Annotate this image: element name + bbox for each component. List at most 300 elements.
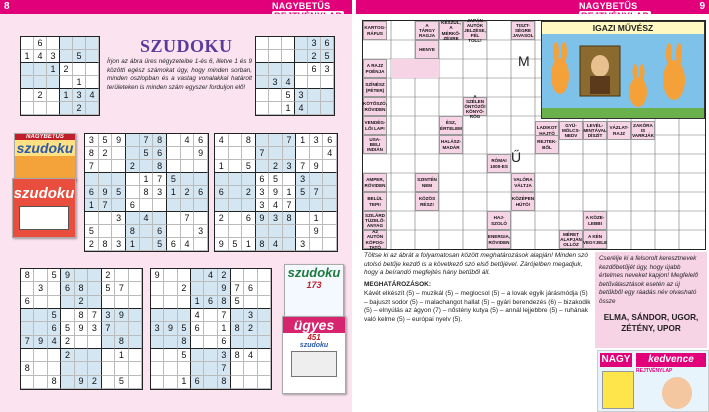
sudoku-cell: 6 — [215, 186, 229, 199]
sudoku-cell: 1 — [115, 349, 128, 362]
sudoku-grid-6x6-1 — [20, 36, 100, 116]
sudoku-cell: 7 — [310, 186, 324, 199]
sudoku-cell — [321, 76, 334, 89]
sudoku-cell — [164, 336, 177, 349]
sudoku-cell — [102, 349, 115, 362]
sudoku-cell: 6 — [204, 296, 217, 309]
sudoku-cell: 6 — [85, 186, 99, 199]
sudoku-cell: 2 — [126, 160, 140, 173]
sudoku-cell — [48, 349, 61, 362]
sudoku-cell — [140, 199, 154, 212]
sudoku-cell — [282, 63, 295, 76]
crossword-clue: VALÓRA VÁLTJA — [511, 173, 535, 192]
sudoku-cell — [21, 349, 34, 362]
sudoku-cell — [256, 134, 270, 147]
sudoku-cell — [34, 322, 47, 335]
sudoku-cell: 8 — [126, 225, 140, 238]
header-left — [0, 0, 352, 14]
sudoku-cell: 3 — [34, 282, 47, 295]
sudoku-cell: 6 — [34, 37, 47, 50]
sudoku-cell: 3 — [308, 37, 321, 50]
sudoku-cell — [258, 362, 271, 375]
sudoku-cell: 9 — [99, 186, 113, 199]
sudoku-cell: 5 — [321, 50, 334, 63]
crossword-clue: TISZT-SÉGRE JAVASOL — [512, 22, 534, 39]
sudoku-cell — [61, 309, 74, 322]
sudoku-cell — [310, 238, 324, 251]
sudoku-cell — [242, 199, 256, 212]
brand-right: NAGYBETŰS — [579, 1, 709, 21]
sudoku-cell: 3 — [296, 238, 310, 251]
sudoku-cell — [215, 225, 229, 238]
sudoku-cell — [99, 212, 113, 225]
sudoku-cell — [34, 309, 47, 322]
sudoku-cell — [164, 269, 177, 282]
sudoku-cell: 7 — [88, 309, 101, 322]
sudoku-cell — [242, 173, 256, 186]
sudoku-cell — [191, 362, 204, 375]
sudoku-cell — [242, 225, 256, 238]
sudoku-cell: 7 — [283, 199, 297, 212]
sudoku-cell — [295, 37, 308, 50]
sudoku-cell — [194, 160, 208, 173]
sudoku-cell: 2 — [242, 186, 256, 199]
sudoku-cell — [60, 76, 73, 89]
sudoku-cell: 8 — [153, 160, 167, 173]
sudoku-cell — [244, 336, 257, 349]
sudoku-cell — [258, 322, 271, 335]
sudoku-cell: 3 — [310, 134, 324, 147]
sudoku-cell — [283, 238, 297, 251]
sudoku-cell — [244, 362, 257, 375]
sudoku-cell: 4 — [295, 102, 308, 115]
sudoku-cell — [167, 199, 181, 212]
sudoku-cell: 3 — [218, 349, 231, 362]
sudoku-cell — [178, 362, 191, 375]
sudoku-cell — [204, 336, 217, 349]
sudoku-cell: 7 — [85, 160, 99, 173]
sudoku-cell: 8 — [21, 269, 34, 282]
sudoku-cell — [21, 102, 34, 115]
sudoku-cell: 1 — [73, 76, 86, 89]
crossword-clue: KÉSZÜL, A MÉRKŐ-ZÉSRE — [439, 21, 463, 40]
sudoku-cell: 9 — [194, 147, 208, 160]
sudoku-cell — [115, 269, 128, 282]
sudoku-cell — [88, 269, 101, 282]
sudoku-cell: 4 — [191, 309, 204, 322]
sudoku-cell — [258, 349, 271, 362]
sudoku-cell — [229, 134, 243, 147]
sudoku-cell — [269, 37, 282, 50]
sudoku-cell: 7 — [231, 282, 244, 295]
sudoku-cell: 3 — [256, 199, 270, 212]
crossword-clue: VÁZLAT-RAJZ — [607, 121, 631, 140]
sudoku-cell: 8 — [75, 309, 88, 322]
sudoku-cell — [310, 199, 324, 212]
sudoku-cell: 5 — [140, 147, 154, 160]
sudoku-cell: 9 — [164, 322, 177, 335]
sudoku-cell — [112, 199, 126, 212]
sudoku-cell — [258, 376, 271, 389]
sudoku-cell: 4 — [140, 212, 154, 225]
sudoku-cell — [88, 362, 101, 375]
sudoku-cell: 5 — [296, 186, 310, 199]
sudoku-cell: 5 — [231, 296, 244, 309]
sudoku-cell — [164, 349, 177, 362]
sudoku-cell — [242, 147, 256, 160]
sudoku-cell: 4 — [181, 134, 195, 147]
crossword-clue: KARTOG-RÁFUS — [363, 21, 387, 40]
sudoku-cell — [115, 296, 128, 309]
sudoku-cell: 1 — [215, 160, 229, 173]
sudoku-cell — [231, 309, 244, 322]
sudoku-cell — [151, 349, 164, 362]
sudoku-cell: 4 — [269, 238, 283, 251]
sudoku-cell — [194, 173, 208, 186]
sudoku-cell — [48, 296, 61, 309]
sudoku-cell: 6 — [242, 212, 256, 225]
sudoku-cell: 5 — [178, 322, 191, 335]
sudoku-cell — [21, 309, 34, 322]
sudoku-cell: 9 — [75, 322, 88, 335]
sudoku-cell: 2 — [60, 63, 73, 76]
crossword-clue: HALÁSZ-MADÁR — [439, 135, 463, 154]
sudoku-cell — [323, 173, 337, 186]
sudoku-cell: 7 — [296, 160, 310, 173]
sudoku-cell — [88, 349, 101, 362]
sudoku-cell — [99, 160, 113, 173]
sudoku-cell — [167, 160, 181, 173]
sudoku-cell — [178, 269, 191, 282]
sudoku-cell: 6 — [256, 173, 270, 186]
sudoku-cell: 5 — [167, 173, 181, 186]
sudoku-cell: 7 — [99, 199, 113, 212]
sudoku-cell: 3 — [47, 50, 60, 63]
sudoku-cell: 5 — [153, 238, 167, 251]
crossword-clue: USA-BELI INDIÁN — [363, 135, 387, 154]
sudoku-cell — [310, 173, 324, 186]
sudoku-cell: 8 — [242, 134, 256, 147]
sudoku-cell — [215, 199, 229, 212]
sudoku-cell — [60, 102, 73, 115]
sudoku-cell — [231, 376, 244, 389]
sudoku-cell — [60, 37, 73, 50]
sudoku-cell: 6 — [194, 186, 208, 199]
sudoku-cell — [60, 50, 73, 63]
crossword-clue: HAJ-SZOLÓ — [487, 211, 511, 230]
sudoku-cell: 6 — [48, 322, 61, 335]
sudoku-cell — [308, 76, 321, 89]
sudoku-cell: 5 — [61, 322, 74, 335]
sudoku-cell: 4 — [86, 89, 99, 102]
sudoku-cell: 8 — [283, 212, 297, 225]
sudoku-title: SZUDOKU — [140, 36, 233, 56]
crossword-clue: AMPER, RÖVIDEN — [363, 173, 387, 192]
sudoku-cell: 7 — [283, 134, 297, 147]
sudoku-cell — [34, 296, 47, 309]
sudoku-cell: 7 — [153, 173, 167, 186]
sudoku-cell — [164, 282, 177, 295]
sudoku-cell: 8 — [115, 336, 128, 349]
sudoku-cell: 3 — [269, 212, 283, 225]
sudoku-cell — [34, 63, 47, 76]
sudoku-cell: 5 — [99, 134, 113, 147]
sudoku-cell — [75, 336, 88, 349]
sudoku-cell: 6 — [61, 282, 74, 295]
sudoku-cell — [129, 296, 142, 309]
sudoku-cell: 1 — [283, 186, 297, 199]
sudoku-cell: 5 — [282, 89, 295, 102]
sudoku-cell — [229, 160, 243, 173]
sudoku-cell — [151, 282, 164, 295]
sudoku-cell: 5 — [178, 349, 191, 362]
sudoku-cell — [86, 76, 99, 89]
sudoku-cell — [310, 147, 324, 160]
sudoku-cell — [73, 37, 86, 50]
sudoku-cell: 7 — [218, 362, 231, 375]
sudoku-cell — [48, 282, 61, 295]
crossword-clue: LEVÉL-MINTÁVAL DÍSZÍT — [583, 122, 607, 139]
sudoku-cell: 2 — [85, 238, 99, 251]
sudoku-cell: 2 — [61, 349, 74, 362]
sudoku-cell: 1 — [47, 63, 60, 76]
sudoku-cell: 3 — [269, 76, 282, 89]
crossword-clue: KÖZÉPEN HÚTÖ! — [511, 192, 535, 211]
definitions-heading: MEGHATÁROZÁSOK: — [364, 281, 432, 289]
sudoku-cell: 5 — [85, 225, 99, 238]
sudoku-cell — [86, 50, 99, 63]
sudoku-cell — [321, 89, 334, 102]
sudoku-cell: 2 — [88, 376, 101, 389]
sudoku-cell — [191, 282, 204, 295]
sudoku-cell: 5 — [112, 186, 126, 199]
sudoku-cell — [178, 296, 191, 309]
sudoku-cell — [86, 102, 99, 115]
sudoku-cell: 4 — [48, 336, 61, 349]
sudoku-cell — [47, 102, 60, 115]
sudoku-cell — [48, 362, 61, 375]
magazine-cover-1: NAGYBETŰS szudoku — [14, 133, 76, 181]
sudoku-cell — [282, 37, 295, 50]
sudoku-cell — [129, 282, 142, 295]
sudoku-cell — [75, 362, 88, 375]
sudoku-cell — [229, 225, 243, 238]
sudoku-cell — [129, 309, 142, 322]
sudoku-cell — [178, 309, 191, 322]
sudoku-cell: 2 — [244, 322, 257, 335]
sudoku-cell — [86, 37, 99, 50]
sudoku-cell — [102, 376, 115, 389]
sudoku-cell: 6 — [218, 336, 231, 349]
sudoku-cell — [244, 269, 257, 282]
crossword-clue: SZINTÉN NEM — [415, 173, 439, 192]
sudoku-cell: 4 — [204, 269, 217, 282]
sudoku-cell — [126, 186, 140, 199]
sudoku-cell — [47, 76, 60, 89]
crossword-clue: GYÜ-MÖLCS-NEDV — [559, 121, 583, 140]
sudoku-cell: 8 — [231, 322, 244, 335]
sudoku-cell — [167, 212, 181, 225]
sudoku-cell — [283, 147, 297, 160]
sudoku-cell — [229, 186, 243, 199]
sudoku-cell — [129, 362, 142, 375]
sudoku-cell: 3 — [102, 309, 115, 322]
sudoku-cell — [73, 63, 86, 76]
sudoku-cell — [215, 147, 229, 160]
sudoku-cell — [229, 212, 243, 225]
sudoku-cell: 3 — [321, 63, 334, 76]
sudoku-cell: 8 — [48, 376, 61, 389]
sudoku-cell — [231, 362, 244, 375]
sudoku-cell: 9 — [112, 134, 126, 147]
sudoku-cell — [21, 89, 34, 102]
sudoku-cell — [321, 102, 334, 115]
sudoku-cell — [34, 362, 47, 375]
sudoku-cell: 3 — [194, 225, 208, 238]
sudoku-cell — [75, 269, 88, 282]
sudoku-cell: 8 — [140, 186, 154, 199]
crossword-clue: A2 AUTÓN KÖPOG-TATÓ — [363, 230, 387, 249]
magazine-cover-2: szudoku — [12, 178, 76, 238]
crossword-clue: HENYE — [415, 40, 439, 59]
sudoku-cell: 7 — [102, 322, 115, 335]
sudoku-cell: 9 — [151, 269, 164, 282]
sudoku-cell — [140, 238, 154, 251]
instructions-text: Töltse ki az ábrát a folyamatosan között meghatározások alapján! Minden szó utolsó betűje kezdő is a következő szó első betűjével. Zárójelben megadjuk, hogy a beírandó megfejtés hány betűből áll. — [364, 252, 589, 277]
sudoku-cell: 5 — [102, 282, 115, 295]
sudoku-cell — [129, 376, 142, 389]
sudoku-cell: 9 — [75, 376, 88, 389]
sudoku-cell: 8 — [178, 336, 191, 349]
name-puzzle-names: ELMA, SÁNDOR, UGOR, ZÉTÉNY, UPOR — [603, 312, 699, 333]
sudoku-cell: 6 — [153, 147, 167, 160]
sudoku-cell: 5 — [115, 376, 128, 389]
crossword-clue: KÖZÖS RÉSZ! — [415, 192, 439, 211]
sudoku-cell — [153, 199, 167, 212]
sudoku-cell: 5 — [229, 238, 243, 251]
sudoku-cell: 5 — [242, 160, 256, 173]
sudoku-cell: 3 — [283, 160, 297, 173]
sudoku-cell: 2 — [308, 50, 321, 63]
sudoku-cell — [164, 362, 177, 375]
magazine-cover-3: szudoku 173 — [284, 264, 344, 318]
sudoku-cell: 8 — [85, 147, 99, 160]
crossword-clue: A RAJZ POÉNJA — [363, 59, 387, 78]
sudoku-cell — [229, 199, 243, 212]
sudoku-cell — [21, 282, 34, 295]
sudoku-cell — [323, 199, 337, 212]
crossword-clue: SZÍNÉSZ (PÉTER) — [363, 78, 387, 97]
sudoku-cell — [194, 212, 208, 225]
sudoku-cell — [21, 322, 34, 335]
sudoku-cell — [34, 349, 47, 362]
sudoku-cell — [269, 89, 282, 102]
sudoku-cell — [85, 212, 99, 225]
sudoku-cell — [323, 238, 337, 251]
sudoku-cell — [75, 349, 88, 362]
sudoku-cell: 3 — [153, 186, 167, 199]
sudoku-cell — [129, 269, 142, 282]
sudoku-cell — [164, 376, 177, 389]
sudoku-cell: 9 — [34, 336, 47, 349]
sudoku-cell — [256, 76, 269, 89]
sudoku-cell: 2 — [181, 186, 195, 199]
sudoku-cell — [296, 199, 310, 212]
sudoku-cell — [102, 362, 115, 375]
sudoku-cell — [258, 282, 271, 295]
sudoku-cell: 6 — [126, 199, 140, 212]
sudoku-cell — [283, 173, 297, 186]
sudoku-cell: 2 — [61, 336, 74, 349]
page-number-left: 8 — [4, 1, 10, 12]
sudoku-cell: 8 — [231, 349, 244, 362]
sudoku-cell — [229, 147, 243, 160]
sudoku-cell: 9 — [269, 186, 283, 199]
sudoku-cell — [256, 102, 269, 115]
sudoku-cell — [269, 225, 283, 238]
sudoku-cell — [308, 89, 321, 102]
crossword-clue: SZILÁRD TÜZELŐ-ANYAG — [363, 211, 387, 230]
sudoku-cell — [61, 296, 74, 309]
sudoku-cell: 6 — [191, 322, 204, 335]
sudoku-cell: 3 — [244, 309, 257, 322]
crossword-clue: A KÉN VEGYJELE — [583, 230, 607, 249]
sudoku-cell — [323, 186, 337, 199]
sudoku-cell — [269, 50, 282, 63]
sudoku-cell — [88, 336, 101, 349]
brand-left: NAGYBETŰS — [272, 1, 352, 21]
definitions-list: Kávét elkészít (5) – muzikál (5) – meglocsol (5) – a lovak egyik járásmódja (5) – bajuszt sodor (5) – malachangot hallat (5) – gyári berendezés (6) – bizakodik (5) – elnyúlás az ágyon (7) – nőstény kutya (5) – annál lejjebbre (5) – ruhának való kelme (5) – európai nyelv (5). — [364, 289, 591, 323]
crossword-clue: A KÖZE-LEBBI — [583, 211, 607, 230]
sudoku-cell — [151, 296, 164, 309]
sudoku-cell: 3 — [296, 173, 310, 186]
sudoku-cell — [191, 349, 204, 362]
sudoku-cell — [204, 309, 217, 322]
sudoku-cell — [140, 225, 154, 238]
sudoku-cell — [61, 362, 74, 375]
sudoku-cell — [34, 102, 47, 115]
sudoku-cell — [151, 362, 164, 375]
sudoku-cell: 8 — [218, 376, 231, 389]
sudoku-cell: 4 — [34, 50, 47, 63]
crossword-clue: REJTEK-BŐL — [535, 135, 559, 154]
sudoku-cell — [140, 160, 154, 173]
sudoku-cell: 8 — [218, 296, 231, 309]
sudoku-cell: 9 — [215, 238, 229, 251]
sudoku-cell: 6 — [323, 134, 337, 147]
sudoku-cell — [256, 37, 269, 50]
crossword-letter-m: M — [518, 53, 530, 69]
sudoku-intro: Írjon az ábra üres négyzeteibe 1-és 6, illetve 1 és 9 közötti egész számokat úgy, hogy minden sorban, minden oszlopban és a vastag vonalakkal határolt területeken is minden szám egyszer forduljon elő! — [107, 58, 252, 91]
sudoku-cell — [204, 282, 217, 295]
sudoku-cell: 7 — [21, 336, 34, 349]
crossword-clue: LADIKOT HAJTÓ — [535, 121, 559, 140]
sudoku-cell: 9 — [115, 309, 128, 322]
promo-banner: NAGY kedvence REJTVÉNYLAP — [597, 350, 709, 412]
sudoku-cell: 5 — [48, 309, 61, 322]
sudoku-cell — [269, 147, 283, 160]
sudoku-cell: 3 — [112, 212, 126, 225]
sudoku-cell: 8 — [99, 238, 113, 251]
sudoku-cell: 2 — [269, 160, 283, 173]
sudoku-cell — [296, 212, 310, 225]
sudoku-cell — [258, 336, 271, 349]
crossword-clue: VENDÉG-LŐI LAP! — [363, 116, 387, 135]
sudoku-cell — [112, 225, 126, 238]
sudoku-cell — [86, 63, 99, 76]
sudoku-cell — [21, 63, 34, 76]
sudoku-cell — [167, 225, 181, 238]
